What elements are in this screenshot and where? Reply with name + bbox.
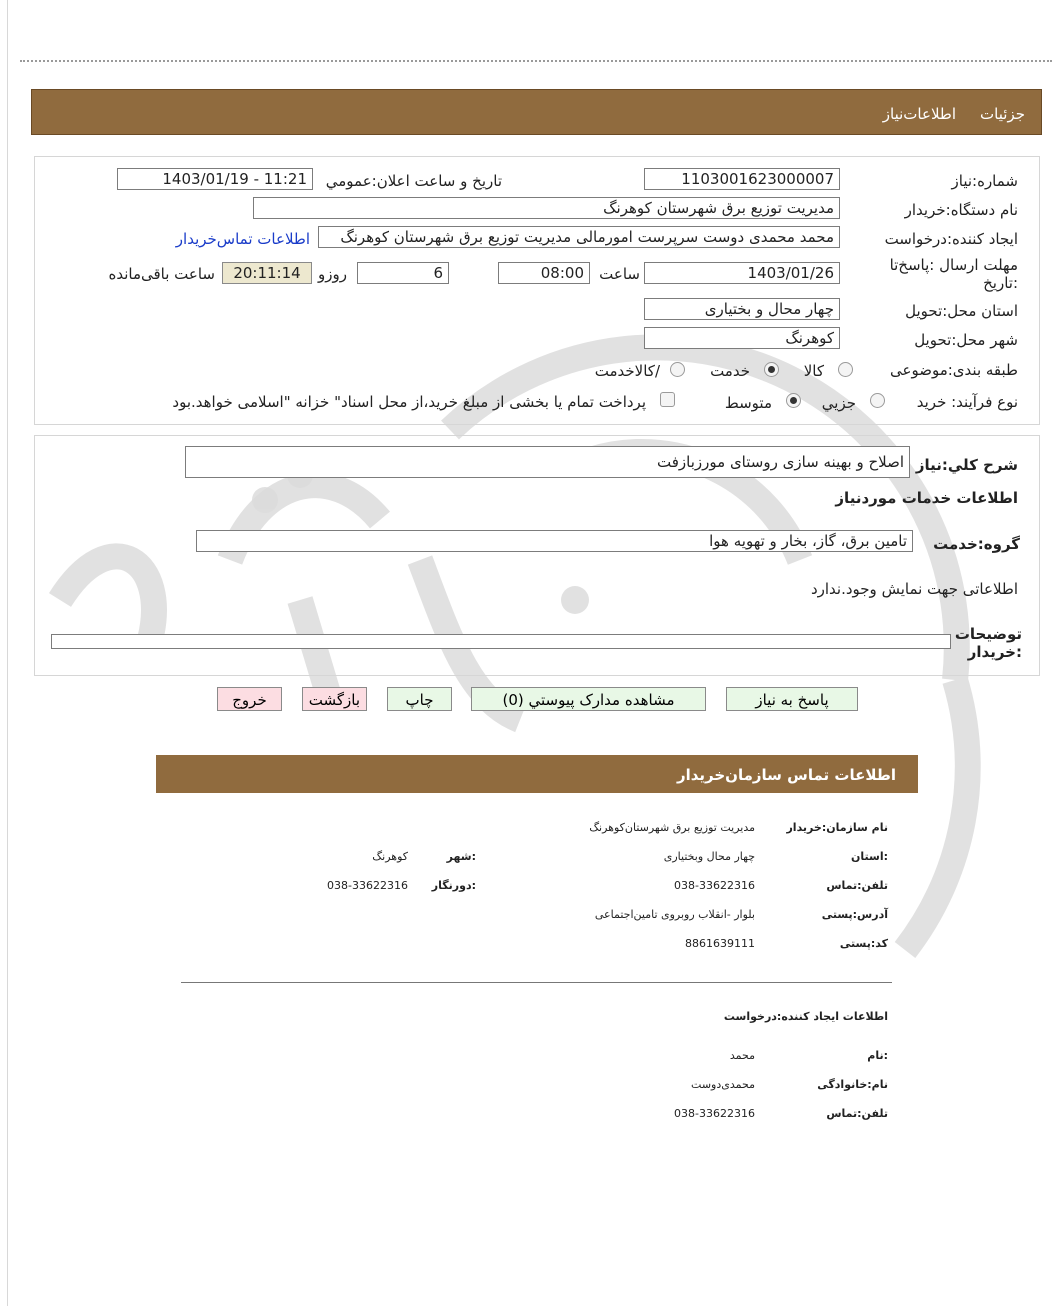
page-header-bar (31, 89, 1042, 135)
need-number-label: شماره:نیاز (951, 172, 1018, 190)
contact-divider (181, 982, 892, 983)
remaining-days-label: روزو (318, 265, 347, 283)
contact-address-value: بلوار -انقلاب روبروی تامين‌اجتماعی (594, 908, 755, 921)
category-service-label: خدمت (710, 362, 750, 380)
requester-phone-label: تلفن:تماس (826, 1107, 888, 1120)
category-goods-service-label: /کالاخدمت (594, 362, 660, 380)
contact-city-label: :شهر (446, 850, 476, 863)
category-goods-radio[interactable] (838, 362, 853, 377)
contact-city-value: کوهرنگ (372, 850, 408, 863)
buyer-notes-label-2: :خريدار (967, 643, 1022, 661)
contact-province-value: چهار محال وبختياری (663, 850, 755, 863)
reply-to-need-button[interactable]: پاسخ به نياز (726, 687, 858, 711)
summary-field: اصلاح و بهینه سازی روستای مورزبازفت (185, 446, 910, 478)
city-field: کوهرنگ (644, 327, 840, 349)
print-button[interactable]: چاپ (387, 687, 452, 711)
need-number-field: 1103001623000007 (644, 168, 840, 190)
contact-postal-value: 8861639111 (685, 937, 755, 950)
buyer-contact-link[interactable]: اطلاعات تماس‌خريدار (175, 230, 310, 248)
requester-name-value: محمد (729, 1049, 755, 1062)
buyer-org-field: مديريت توزيع برق شهرستان کوهرنگ (253, 197, 840, 219)
province-label: استان محل:تحويل (905, 302, 1018, 320)
services-section-title: اطلاعات خدمات موردنياز (835, 489, 1018, 507)
requester-section-title: اطلاعات ايجاد کننده:درخواست (723, 1010, 888, 1023)
service-group-label: گروه:خدمت (933, 535, 1020, 553)
tab-need-info[interactable]: اطلاعات‌نیاز (882, 105, 956, 123)
treasury-payment-text: پرداخت تمام يا بخشی از مبلغ خريد،از محل اسناد" خزانه "اسلامی خواهد.بود (172, 393, 646, 411)
city-label: شهر محل:تحويل (914, 331, 1018, 349)
buyer-contact-header (156, 755, 918, 793)
tab-details[interactable]: جزئیات (980, 105, 1025, 123)
category-service-radio[interactable] (764, 362, 779, 377)
deadline-label-date: :تاريخ (983, 274, 1018, 292)
exit-button[interactable]: خروج (217, 687, 282, 711)
contact-phone-value: 038-33622316 (674, 879, 755, 892)
process-medium-radio[interactable] (786, 393, 801, 408)
deadline-label: مهلت ارسال :پاسخ‌تا (889, 256, 1018, 274)
remaining-days-field: 6 (357, 262, 449, 284)
remaining-time-label: ساعت باقی‌مانده (108, 265, 215, 283)
deadline-time-field: 08:00 (498, 262, 590, 284)
contact-address-label: آدرس:پستی (821, 908, 888, 921)
requester-family-label: نام:خانوادگی (817, 1078, 888, 1091)
requester-phone-value: 038-33622316 (674, 1107, 755, 1120)
org-name-label: نام سازمان:خريدار (786, 821, 888, 834)
summary-label: شرح کلي:نياز (915, 456, 1018, 474)
top-dotted-divider (20, 60, 1052, 62)
back-button[interactable]: بازگشت (302, 687, 367, 711)
process-partial-radio[interactable] (870, 393, 885, 408)
remaining-time-field: 20:11:14 (222, 262, 312, 284)
buyer-contact-title: اطلاعات تماس سازمان‌خريدار (676, 766, 896, 784)
service-group-field: تامين برق، گاز، بخار و تهويه هوا (196, 530, 913, 552)
page-left-border (7, 0, 8, 1306)
province-field: چهار محال و بختياری (644, 298, 840, 320)
creator-field: محمد محمدی دوست سرپرست امورمالی مدیریت توزیع برق شهرستان کوهرنگ (318, 226, 840, 248)
process-partial-label: جزيي (821, 394, 856, 412)
buyer-notes-field (51, 634, 951, 649)
treasury-payment-checkbox[interactable] (660, 392, 675, 407)
requester-name-label: :نام (867, 1049, 888, 1062)
deadline-date-field: 1403/01/26 (644, 262, 840, 284)
org-name-value: مديريت توزيع برق شهرستان‌کوهرنگ (589, 821, 755, 834)
contact-phone-label: تلفن:تماس (826, 879, 888, 892)
contact-fax-label: :دورنگار (431, 879, 476, 892)
category-label: طبقه بندی:موضوعی (890, 361, 1018, 379)
announce-date-field: 1403/01/19 - 11:21 (117, 168, 313, 190)
deadline-time-label: ساعت (599, 265, 640, 283)
buyer-org-label: نام دستگاه:خريدار (904, 201, 1018, 219)
category-goods-label: کالا (803, 362, 824, 380)
category-goods-service-radio[interactable] (670, 362, 685, 377)
no-info-text: اطلاعاتی جهت نمايش وجود.ندارد (810, 580, 1018, 598)
buyer-notes-label: توضيحات (954, 625, 1022, 643)
creator-label: ايجاد کننده:درخواست (884, 230, 1018, 248)
contact-postal-label: کد:پستی (839, 937, 888, 950)
process-medium-label: متوسط (724, 394, 772, 412)
view-attachments-button[interactable]: مشاهده مدارک پيوستي (0) (471, 687, 706, 711)
contact-province-label: :استان (851, 850, 888, 863)
process-type-label: نوع فرآيند: خريد (916, 393, 1018, 411)
requester-family-value: محمدی‌دوست (691, 1078, 755, 1091)
announce-date-label: تاريخ و ساعت اعلان:عمومي (325, 172, 502, 190)
contact-fax-value: 038-33622316 (327, 879, 408, 892)
